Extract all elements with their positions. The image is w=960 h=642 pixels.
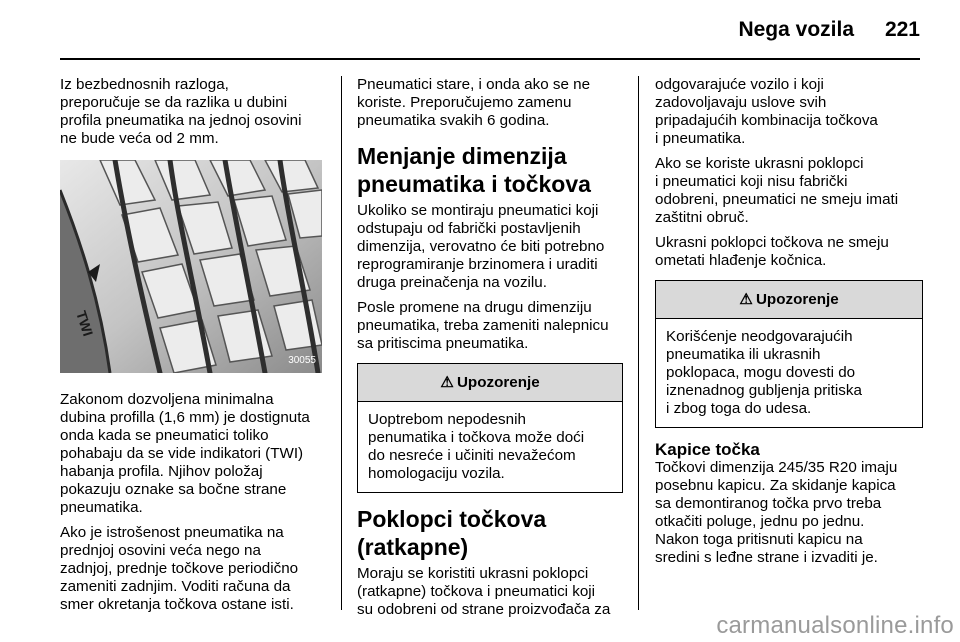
page-header (0, 0, 960, 62)
column-divider (638, 76, 639, 610)
wheel-caps-paragraph: Točkovi dimenzija 245/35 R20 imaju posebnu kapicu. Za skidanje kapica sa demontiranog točka prvo treba otkačiti poluge, jednu po jednu. Nakon toga pritisnuti kapicu na sredini s leđne strane i izvaditi je. (655, 459, 898, 566)
page-number: 221 (884, 18, 920, 41)
figure-number: 30055 (288, 355, 316, 366)
pressure-label-paragraph: Posle promene na drugu dimenziju pneumatika, treba zameniti nalepnicu sa pritiscima pneumatika. (357, 299, 609, 352)
tire-age-paragraph: Pneumatici stare, i onda ako se ne koriste. Preporučujemo zamenu pneumatika svakih 6 godina. (357, 76, 591, 129)
tire-rotation-paragraph: Ako je istrošenost pneumatika na prednjoj osovini veća nego na zadnjoj, prednje točkove periodično zameniti zadnjim. Voditi računa da smer okretanja točkova ostane isti. (60, 524, 299, 613)
column-2 (357, 76, 623, 626)
size-change-paragraph: Ukoliko se montiraju pneumatici koji odstupaju od fabrički postavljenih dimenzija, verovatno će biti potrebno reprogramiranje brzinomera i uraditi druga preinačenja na vozilu. (357, 202, 605, 291)
header-rule (60, 58, 920, 60)
column-divider (341, 76, 342, 610)
column-1 (60, 76, 326, 621)
heading-wheel-covers: Poklopci točkova (ratkapne) (357, 506, 547, 560)
section-title: Nega vozila (738, 18, 854, 41)
non-approved-covers-paragraph: Ako se koriste ukrasni poklopci i pneumatici koji nisu fabrički odobreni, pneumatici ne smeju imati zaštitni obruč. (655, 155, 899, 226)
continuation-paragraph: odgovarajuće vozilo i koji zadovoljavaju uslove svih pripadajućih kombinacija točkova i pneumatika. (655, 76, 878, 147)
twi-label: TWI (73, 308, 97, 339)
warning-title: Upozorenje (456, 373, 540, 391)
heading-size-change: Menjanje dimenzija pneumatika i točkova (357, 143, 591, 197)
warning-box (357, 363, 623, 493)
watermark: carmanualsonline.info (716, 612, 954, 639)
tire-tread-figure (60, 160, 322, 373)
warning-title: Upozorenje (755, 290, 839, 308)
warning-triangle-icon: ⚠ (440, 373, 454, 391)
warning-text: Korišćenje neodgovarajućih pneumatika ili ukrasnih poklopaca, mogu dovesti do iznenadnog gubljenja pritiska i zbog toga do udesa. (666, 328, 862, 417)
tire-tread-illustration (60, 160, 322, 373)
warning-triangle-icon: ⚠ (739, 290, 753, 308)
intro-paragraph: Iz bezbednosnih razloga, preporučuje se da razlika u dubini profila pneumatika na jednoj osovini ne bude veća od 2 mm. (60, 76, 302, 147)
warning-box (655, 280, 923, 428)
warning-text: Uoptrebom nepodesnih penumatika i točkova može doći do nesreće i učiniti nevažećom homologaciju vozila. (368, 411, 585, 482)
warning-header (358, 364, 622, 402)
warning-header (656, 281, 922, 319)
tread-depth-paragraph: Zakonom dozvoljena minimalna dubina profilla (1,6 mm) je dostignuta onda kada se pneumatici toliko pohabaju da se vide indikatori (TWI) habanja profila. Njihov položaj pokazuju oznake sa bočne strane pneumatika. (60, 391, 310, 516)
heading-wheel-caps: Kapice točka (655, 440, 760, 459)
wheel-covers-paragraph: Moraju se koristiti ukrasni poklopci (ratkapne) točkova i pneumatici koji su odobreni od strane proizvođača za (357, 565, 611, 618)
column-3 (655, 76, 923, 574)
brake-cooling-paragraph: Ukrasni poklopci točkova ne smeju ometati hlađenje kočnica. (655, 234, 889, 269)
